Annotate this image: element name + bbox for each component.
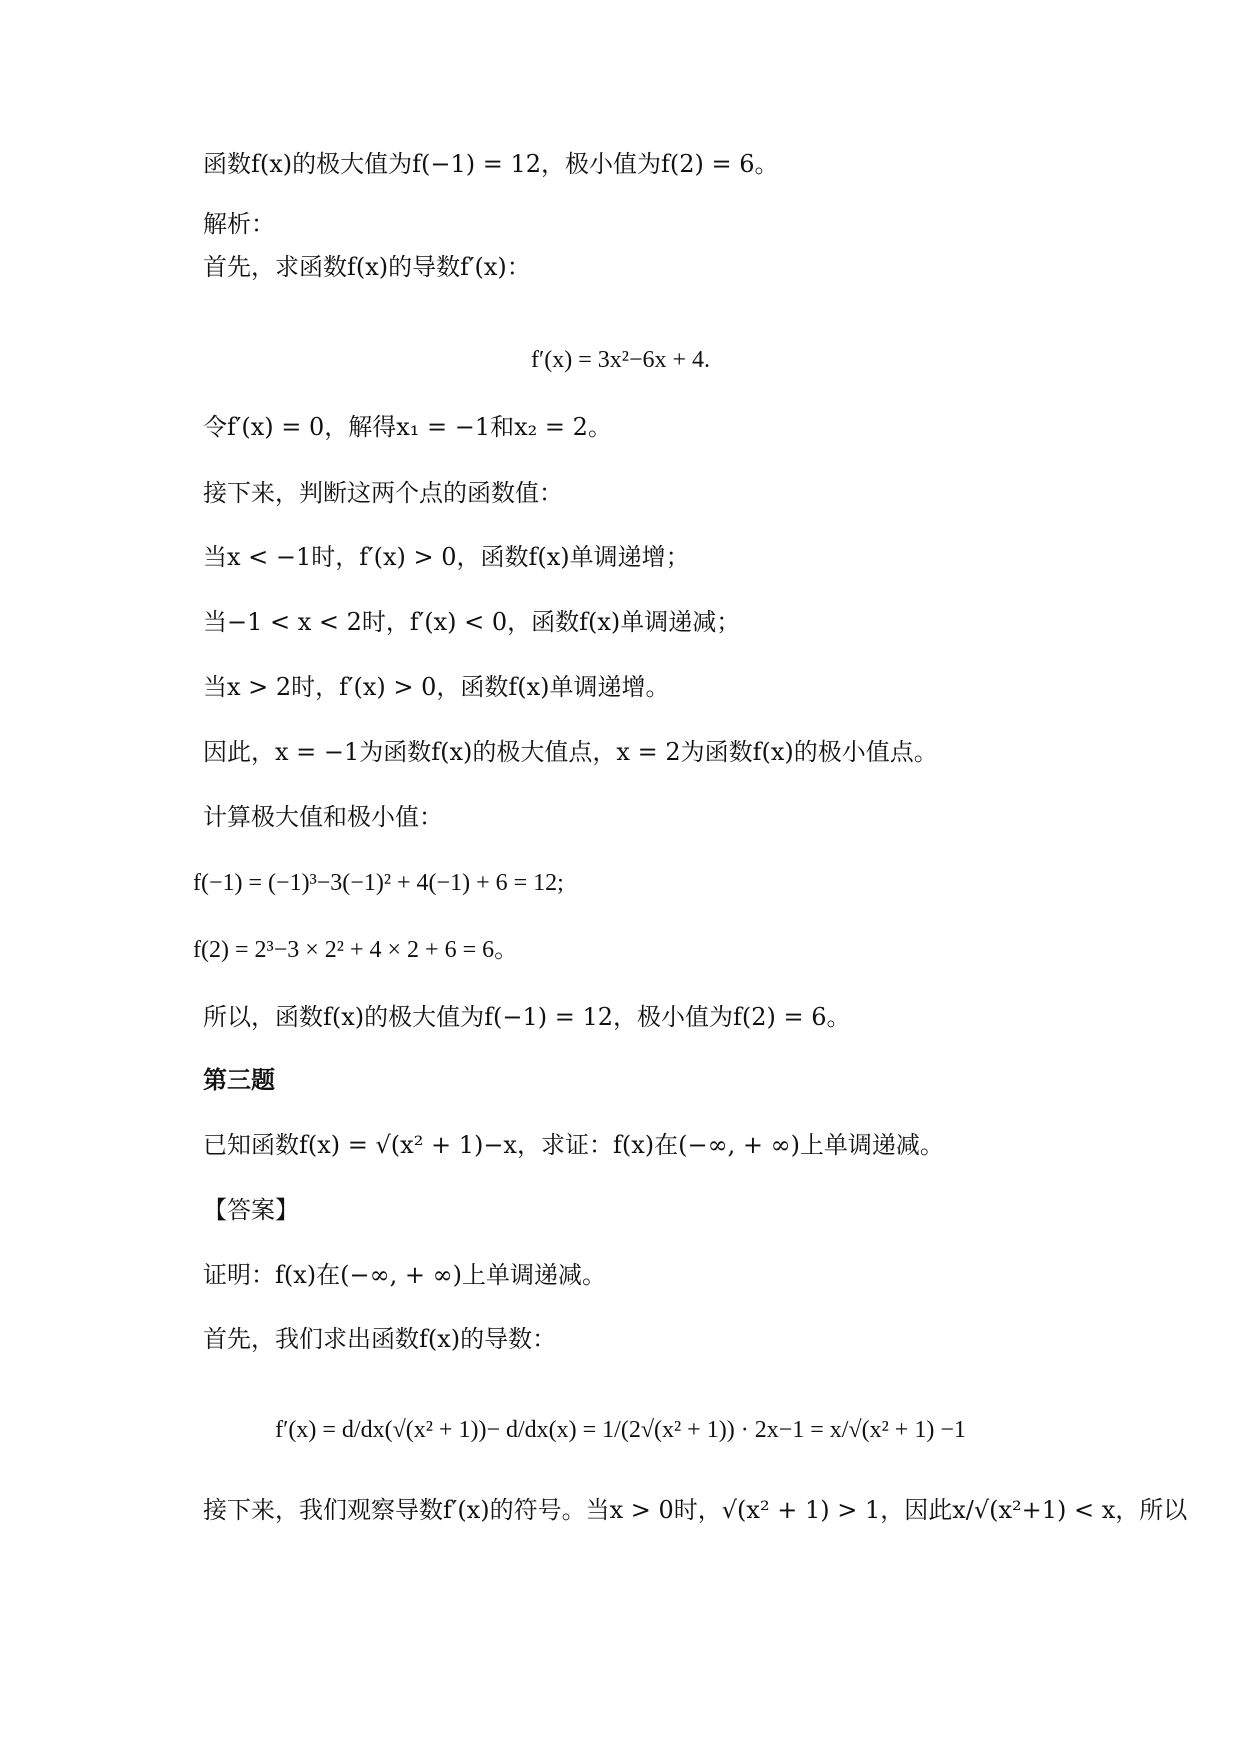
critical-points: 令f′(x) = 0，解得x₁ = −1和x₂ = 2。 (203, 413, 612, 441)
proof-statement: 证明：f(x)在(−∞, + ∞)上单调递减。 (203, 1261, 606, 1289)
analysis-label: 解析： (203, 210, 275, 238)
compute-intro: 计算极大值和极小值： (203, 803, 443, 831)
min-value-calc: f(2) = 2³−3 × 2² + 4 × 2 + 6 = 6。 (193, 937, 519, 963)
case-increasing-left: 当x < −1时，f′(x) > 0，函数f(x)单调递增； (203, 543, 690, 571)
case-increasing-right: 当x > 2时，f′(x) > 0，函数f(x)单调递增。 (203, 673, 670, 701)
proof-derivative-intro: 首先，我们求出函数f(x)的导数： (203, 1325, 557, 1353)
sign-analysis: 接下来，我们观察导数f′(x)的符号。当x > 0时，√(x² + 1) > 1，因此x/√(x²+1) < x，所以 (203, 1496, 1188, 1524)
derivative-equation: f′(x) = 3x²−6x + 4. (530, 347, 711, 373)
max-value-calc: f(−1) = (−1)³−3(−1)² + 4(−1) + 6 = 12; (193, 870, 564, 896)
proof-derivative-equation: f′(x) = d/dx(√(x² + 1))− d/dx(x) = 1/(2√(x² + 1)) · 2x−1 = x/√(x² + 1) −1 (275, 1417, 966, 1443)
step-derivative-intro: 首先，求函数f(x)的导数f′(x)： (203, 253, 531, 281)
problem-statement: 已知函数f(x) = √(x² + 1)−x，求证：f(x)在(−∞, + ∞)上单调递减。 (203, 1131, 944, 1159)
conclusion: 所以，函数f(x)的极大值为f(−1) = 12，极小值为f(2) = 6。 (203, 1003, 851, 1031)
section-title: 第三题 (203, 1066, 275, 1094)
answer-label: 【答案】 (203, 1196, 299, 1224)
case-decreasing-middle: 当−1 < x < 2时，f′(x) < 0，函数f(x)单调递减； (203, 608, 741, 636)
judge-intro: 接下来，判断这两个点的函数值： (203, 479, 563, 507)
extreme-points: 因此，x = −1为函数f(x)的极大值点，x = 2为函数f(x)的极小值点。 (203, 738, 938, 766)
answer-summary: 函数f(x)的极大值为f(−1) = 12，极小值为f(2) = 6。 (203, 150, 779, 178)
